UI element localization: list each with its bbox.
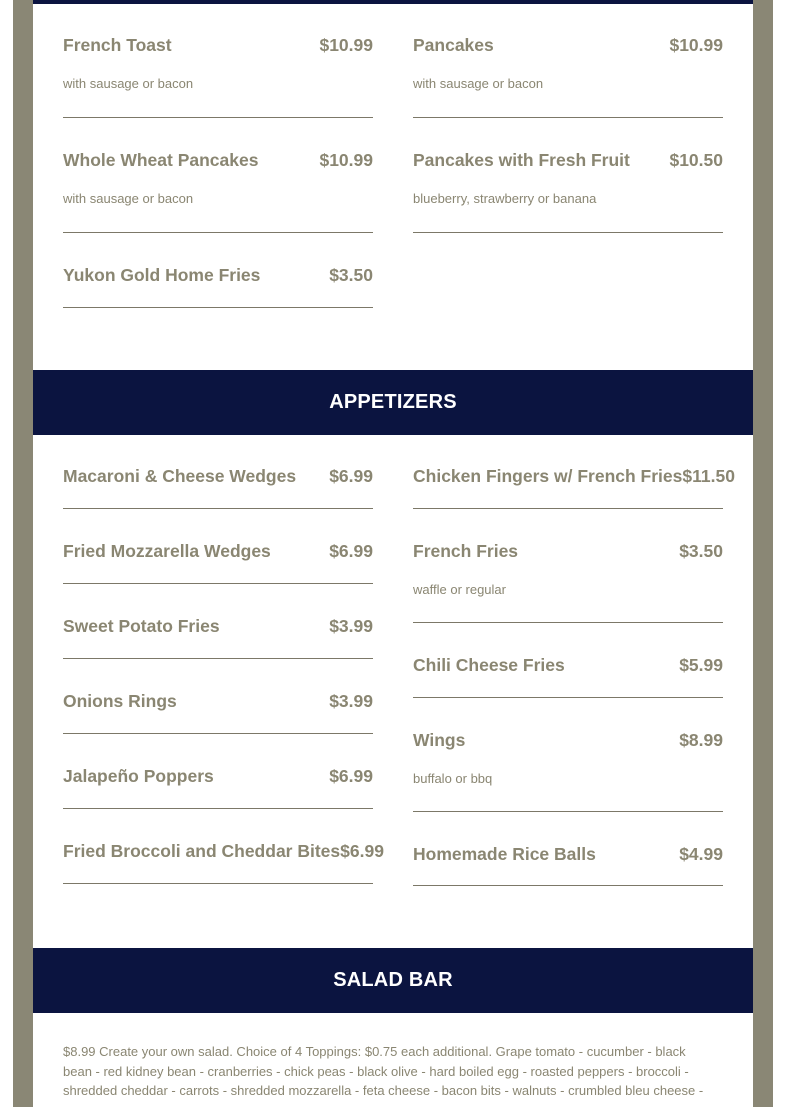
- item-name: Homemade Rice Balls: [413, 844, 596, 864]
- menu-item: [413, 35, 723, 118]
- item-description: waffle or regular: [413, 582, 506, 597]
- menu-item: [413, 466, 735, 509]
- item-price: $6.99: [340, 841, 384, 861]
- appetizers-left-column: [63, 466, 384, 884]
- menu-item: [63, 466, 373, 509]
- menu-item: [413, 541, 723, 623]
- item-description: with sausage or bacon: [63, 76, 194, 91]
- item-name: Yukon Gold Home Fries: [63, 265, 261, 285]
- item-name: Wings: [413, 730, 466, 750]
- menu-item: [63, 541, 373, 584]
- item-name: Onions Rings: [63, 691, 177, 711]
- breakfast-right-column: [413, 35, 723, 233]
- item-name: French Fries: [413, 541, 519, 561]
- item-price: $6.99: [329, 466, 373, 486]
- item-price: $8.99: [679, 730, 723, 750]
- item-price: $11.50: [682, 466, 735, 486]
- menu-item: [63, 766, 373, 809]
- salad-bar-description: $8.99 Create your own salad. Choice of 4 Toppings: $0.75 each additional. Grape tomato - cucumber - black bean - red kidney bean - cranberries - chick peas - black olive - hard boiled egg - roasted peppers - broccoli - shredded cheddar - carrots - shredded mozzarella - feta cheese - bacon bits - walnuts - crumbled bleu cheese -: [63, 1044, 704, 1098]
- item-description: buffalo or bbq: [413, 771, 493, 786]
- menu-item: [63, 841, 384, 884]
- item-name: Macaroni & Cheese Wedges: [63, 466, 297, 486]
- item-name: Jalapeño Poppers: [63, 766, 214, 786]
- section-title: SALAD BAR: [333, 969, 453, 991]
- item-price: $6.99: [329, 541, 373, 561]
- item-price: $10.99: [319, 35, 373, 55]
- top-divider-bar: [33, 0, 753, 4]
- item-price: $10.99: [319, 150, 373, 170]
- menu-item: [413, 730, 723, 812]
- item-price: $10.50: [669, 150, 723, 170]
- item-name: Chili Cheese Fries: [413, 655, 565, 675]
- item-price: $3.99: [329, 616, 373, 636]
- item-price: $3.50: [329, 265, 373, 285]
- item-description: blueberry, strawberry or banana: [413, 191, 597, 206]
- menu-item: [63, 265, 373, 308]
- item-price: $3.50: [679, 541, 723, 561]
- item-name: Fried Broccoli and Cheddar Bites: [63, 841, 341, 861]
- menu-item: [413, 150, 723, 233]
- item-description: with sausage or bacon: [413, 76, 544, 91]
- item-price: $10.99: [669, 35, 723, 55]
- appetizers-header: [33, 370, 753, 435]
- item-price: $6.99: [329, 766, 373, 786]
- item-price: $5.99: [679, 655, 723, 675]
- item-price: $3.99: [329, 691, 373, 711]
- salad-bar-header: [33, 948, 753, 1013]
- menu-item: [63, 35, 373, 118]
- menu-item: [63, 150, 373, 233]
- section-title: APPETIZERS: [329, 391, 457, 413]
- item-name: French Toast: [63, 35, 172, 55]
- breakfast-left-column: [63, 35, 373, 308]
- item-description: with sausage or bacon: [63, 191, 194, 206]
- item-name: Fried Mozzarella Wedges: [63, 541, 271, 561]
- item-name: Sweet Potato Fries: [63, 616, 220, 636]
- item-name: Pancakes: [413, 35, 494, 55]
- menu-item: [413, 655, 723, 698]
- item-name: Chicken Fingers w/ French Fries: [413, 466, 683, 486]
- menu-page: [33, 0, 753, 1107]
- menu-item: [413, 844, 723, 886]
- menu-item: [63, 616, 373, 659]
- appetizers-right-column: [413, 466, 735, 886]
- menu-item: [63, 691, 373, 734]
- item-name: Whole Wheat Pancakes: [63, 150, 259, 170]
- item-name: Pancakes with Fresh Fruit: [413, 150, 630, 170]
- item-price: $4.99: [679, 844, 723, 864]
